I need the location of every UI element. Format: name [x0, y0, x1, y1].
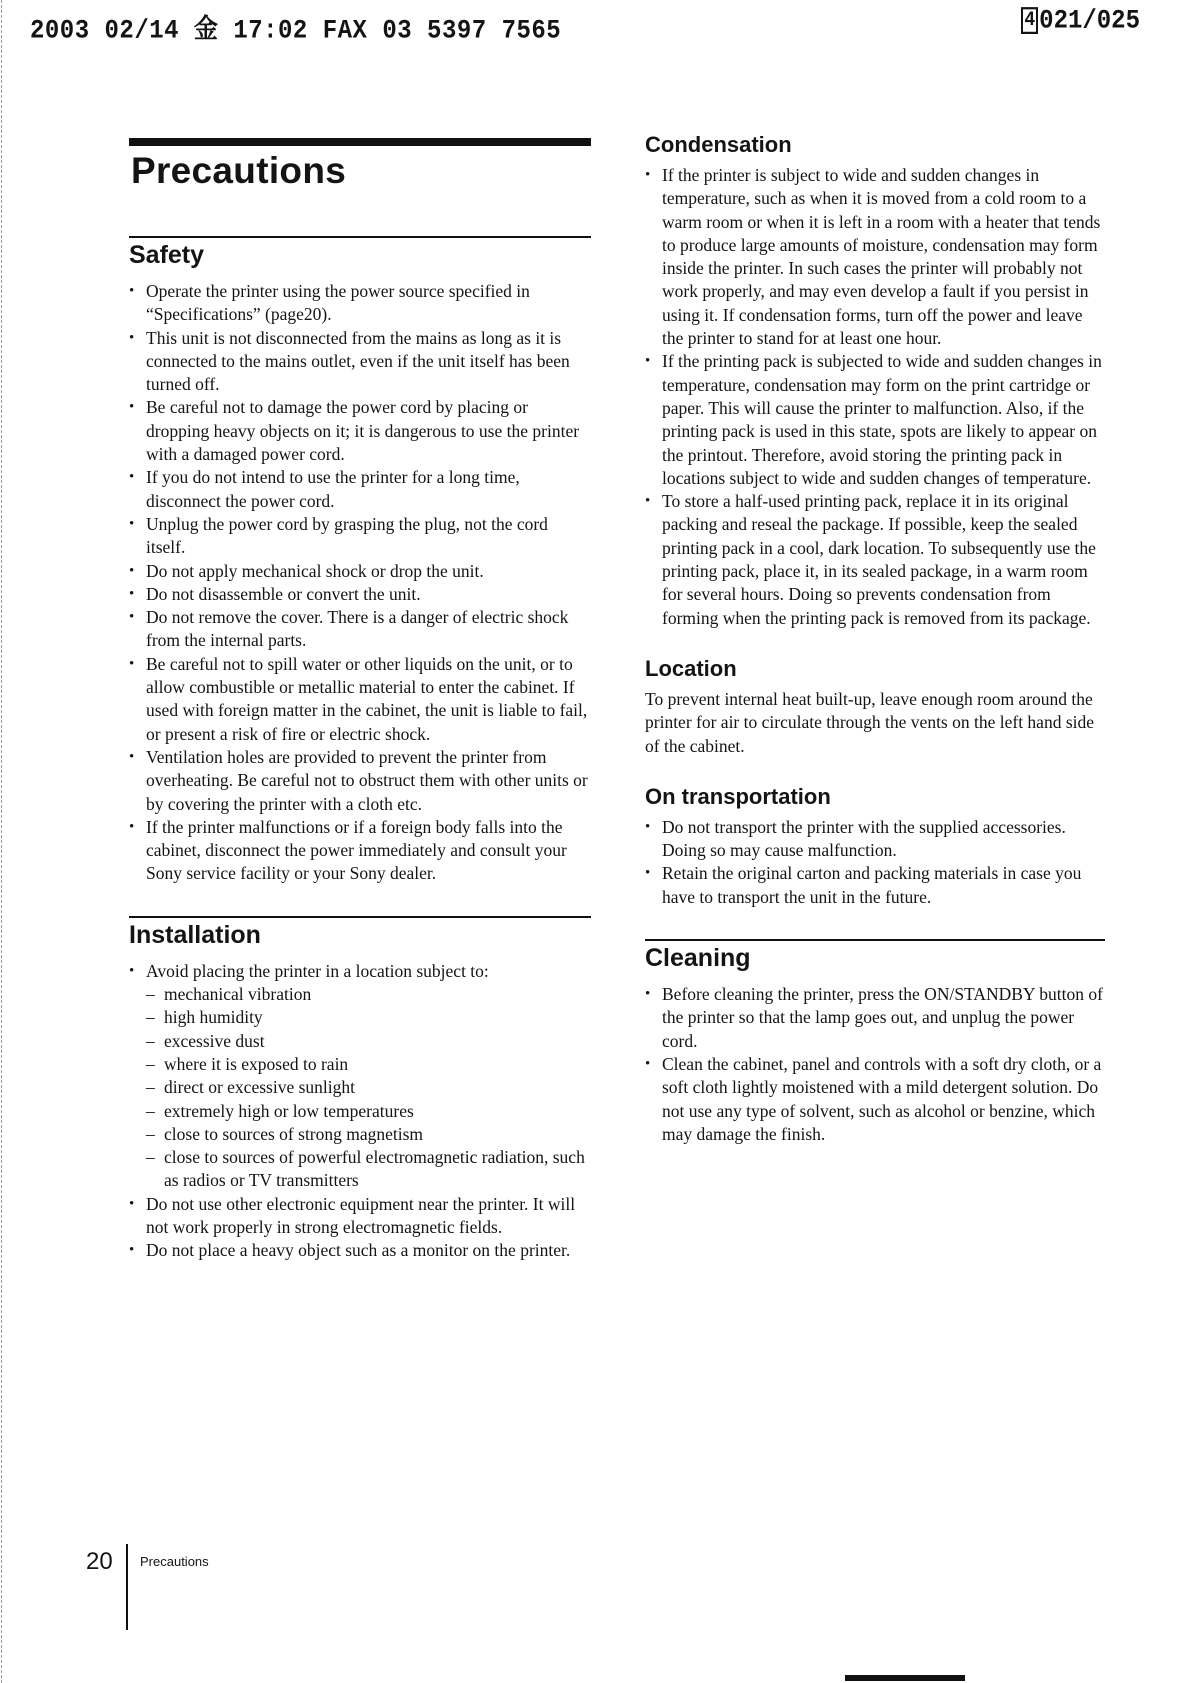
list-item: • This unit is not disconnected from the mains as long as it is connected to the mains outlet, even if the unit itself has been turned off. [129, 327, 591, 397]
section-rule [129, 236, 591, 238]
sub-list-item: – excessive dust [146, 1030, 591, 1053]
cleaning-section [645, 939, 1105, 1146]
section-rule [129, 916, 591, 918]
list-item: • Do not place a heavy object such as a monitor on the printer. [129, 1239, 591, 1262]
fax-page-counter: 021/025 [1039, 6, 1140, 37]
fax-page-box: 4 [1021, 7, 1038, 34]
list-item: • Before cleaning the printer, press the ON/STANDBY button of the printer so that the lamp goes out, and unplug the power cord. [645, 983, 1105, 1053]
installation-intro: Avoid placing the printer in a location subject to: [146, 960, 489, 981]
list-item: • To store a half-used printing pack, replace it in its original packing and reseal the package. If possible, keep the sealed printing pack in a cool, dark location. To subsequently use the printing pack, place it, in its sealed package, in a warm room for several hours. Doing so prevents condensation from forming when the printing pack is removed from its package. [645, 490, 1105, 630]
list-item: • Retain the original carton and packing materials in case you have to transport the unit in the future. [645, 862, 1105, 909]
page-title: Precautions [131, 150, 347, 191]
condensation-section [645, 132, 1105, 630]
list-item: • Do not transport the printer with the supplied accessories. Doing so may cause malfunction. [645, 816, 1105, 863]
list-item: • Be careful not to damage the power cord by placing or dropping heavy objects on it; it is dangerous to use the printer with a damaged power cord. [129, 396, 591, 466]
scan-bottom-mark [845, 1675, 965, 1681]
footer-divider [126, 1544, 128, 1630]
right-column [645, 132, 1105, 1146]
list-item: • Clean the cabinet, panel and controls with a soft dry cloth, or a soft cloth lightly moistened with a mild detergent solution. Do not use any type of solvent, such as alcohol or benzine, which may damage the finish. [645, 1053, 1105, 1146]
fax-header-left: 2003 02/14 金 17:02 FAX 03 5397 7565 [30, 16, 562, 47]
installation-section [129, 916, 591, 1263]
cleaning-list [645, 983, 1105, 1146]
list-item: • Do not use other electronic equipment near the printer. It will not work properly in strong electromagnetic fields. [129, 1193, 591, 1240]
list-item: • Be careful not to spill water or other liquids on the unit, or to allow combustible or metallic material to enter the cabinet. If used with foreign matter in the cabinet, the unit is liable to fail, or present a risk of fire or electric shock. [129, 653, 591, 746]
location-heading: Location [645, 655, 737, 681]
transportation-heading: On transportation [645, 783, 831, 809]
list-item: • Do not remove the cover. There is a danger of electric shock from the internal parts. [129, 606, 591, 653]
footer-section-label: Precautions [140, 1554, 209, 1569]
transportation-section [645, 784, 1105, 909]
condensation-list [645, 164, 1105, 630]
list-item: • Do not disassemble or convert the unit. [129, 583, 591, 606]
location-text: To prevent internal heat built-up, leave enough room around the printer for air to circulate through the vents on the left hand side of the cabinet. [645, 688, 1095, 756]
sub-list-item: – mechanical vibration [146, 983, 591, 1006]
sub-list-item: – close to sources of powerful electromagnetic radiation, such as radios or TV transmitters [146, 1146, 591, 1193]
list-item: • If you do not intend to use the printer for a long time, disconnect the power cord. [129, 466, 591, 513]
sub-list-item: – close to sources of strong magnetism [146, 1123, 591, 1146]
sub-list-item: – extremely high or low temperatures [146, 1100, 591, 1123]
list-item: • If the printing pack is subjected to wide and sudden changes in temperature, condensation may form on the print cartridge or paper. This will cause the printer to malfunction. Also, if the printing pack is used in this state, spots are likely to appear on the printout. Therefore, avoid storing the printing pack in locations subject to wide and sudden changes of temperature. [645, 350, 1105, 490]
sub-list-item: – direct or excessive sunlight [146, 1076, 591, 1099]
list-item: • If the printer is subject to wide and sudden changes in temperature, such as when it is moved from a cold room to a warm room or when it is left in a room with a heater that tends to produce large amounts of moisture, condensation may form inside the printer. In such cases the printer will probably not work properly, and may even develop a fault if you persist in using it. If condensation forms, turn off the power and leave the printer to stand for at least one hour. [645, 164, 1105, 350]
installation-heading: Installation [129, 920, 261, 949]
list-item: • Ventilation holes are provided to prevent the printer from overheating. Be careful not to obstruct them with other units or by covering the printer with a cloth etc. [129, 746, 591, 816]
installation-sublist [146, 983, 591, 1193]
condensation-heading: Condensation [645, 132, 792, 157]
title-rule [129, 138, 591, 146]
cleaning-heading: Cleaning [645, 944, 751, 973]
location-section [645, 656, 1105, 758]
list-item: • Operate the printer using the power source specified in “Specifications” (page20). [129, 280, 591, 327]
fax-header-right [1021, 6, 1140, 36]
safety-heading: Safety [129, 241, 205, 269]
transportation-list [645, 816, 1105, 909]
left-column [129, 138, 591, 1263]
list-item: • If the printer malfunctions or if a foreign body falls into the cabinet, disconnect the power immediately and consult your Sony service facility or your Sony dealer. [129, 816, 591, 886]
list-item: • Unplug the power cord by grasping the plug, not the cord itself. [129, 513, 591, 560]
sub-list-item: – high humidity [146, 1006, 591, 1029]
page-number: 20 [86, 1548, 113, 1575]
sub-list-item: – where it is exposed to rain [146, 1053, 591, 1076]
section-rule [645, 939, 1105, 941]
safety-section [129, 236, 591, 886]
scan-edge-line [1, 0, 2, 1683]
safety-list [129, 280, 591, 886]
list-item: • Do not apply mechanical shock or drop the unit. [129, 560, 591, 583]
installation-list [129, 960, 591, 1263]
list-item [129, 960, 591, 1193]
